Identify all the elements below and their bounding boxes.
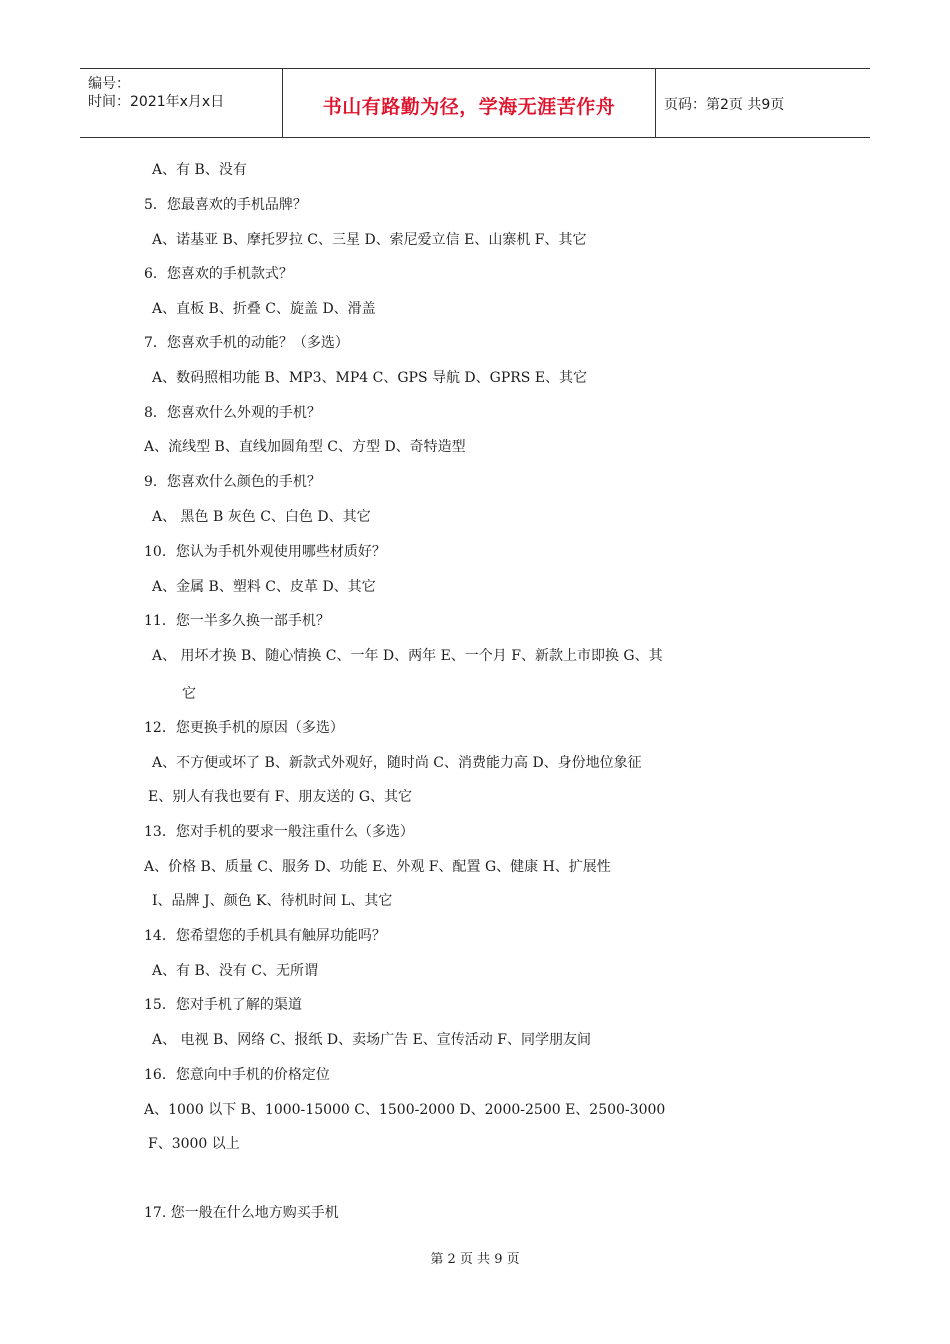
answer-line: A、有 B、没有 C、无所谓 bbox=[152, 963, 319, 979]
page-number: 页码：第2页 共9页 bbox=[664, 97, 785, 113]
answer-line: A、不方便或坏了 B、新款式外观好，随时尚 C、消费能力高 D、身份地位象征 bbox=[152, 755, 642, 771]
answer-line: A、诺基亚 B、摩托罗拉 C、三星 D、索尼爱立信 E、山寨机 F、其它 bbox=[152, 232, 587, 248]
slogan: 书山有路勤为径，学海无涯苦作舟 bbox=[322, 96, 616, 118]
answer-line: A、价格 B、质量 C、服务 D、功能 E、外观 F、配置 G、健康 H、扩展性 bbox=[144, 859, 611, 875]
answer-line: A、数码照相功能 B、MP3、MP4 C、GPS 导航 D、GPRS E、其它 bbox=[152, 370, 588, 386]
answer-line: F、3000 以上 bbox=[148, 1136, 240, 1152]
answer-line: E、别人有我也要有 F、朋友送的 G、其它 bbox=[148, 789, 413, 805]
answer-line: A、流线型 B、直线加圆角型 C、方型 D、奇特造型 bbox=[144, 439, 466, 455]
question-line: 7．您喜欢手机的动能？（多选） bbox=[144, 335, 349, 351]
header-slogan-cell bbox=[282, 69, 656, 137]
answer-line: A、直板 B、折叠 C、旋盖 D、滑盖 bbox=[152, 301, 376, 317]
answer-line: 它 bbox=[182, 686, 196, 702]
header-page-cell bbox=[655, 69, 870, 137]
question-line: 8．您喜欢什么外观的手机？ bbox=[144, 405, 321, 421]
answer-line: A、 用坏才换 B、随心情换 C、一年 D、两年 E、一个月 F、新款上市即换 G、其 bbox=[152, 648, 663, 664]
document-number: 编号： bbox=[88, 76, 130, 92]
page-header bbox=[80, 68, 870, 138]
answer-line: I、品牌 J、颜色 K、待机时间 L、其它 bbox=[152, 893, 393, 909]
answer-line: A、 电视 B、网络 C、报纸 D、卖场广告 E、宣传活动 F、同学朋友间 bbox=[152, 1032, 591, 1048]
answer-line: A、1000 以下 B、1000-15000 C、1500-2000 D、2000-2500 E、2500-3000 bbox=[144, 1102, 666, 1118]
question-line: 14．您希望您的手机具有触屏功能吗？ bbox=[144, 928, 386, 944]
page-footer: 第 2 页 共 9 页 bbox=[430, 1252, 520, 1267]
document-date: 时间：2021年x月x日 bbox=[88, 94, 225, 110]
question-line: 6．您喜欢的手机款式？ bbox=[144, 266, 293, 282]
answer-line: A、有 B、没有 bbox=[152, 162, 247, 178]
question-line: 15．您对手机了解的渠道 bbox=[144, 997, 302, 1013]
question-line: 11．您一半多久换一部手机？ bbox=[144, 613, 330, 629]
question-line: 12．您更换手机的原因（多选） bbox=[144, 720, 344, 736]
question-line: 9．您喜欢什么颜色的手机？ bbox=[144, 474, 321, 490]
answer-line: A、 黑色 B 灰色 C、白色 D、其它 bbox=[152, 509, 371, 525]
question-line: 10．您认为手机外观使用哪些材质好？ bbox=[144, 544, 386, 560]
question-line: 5．您最喜欢的手机品牌？ bbox=[144, 197, 307, 213]
question-line: 13．您对手机的要求一般注重什么（多选） bbox=[144, 824, 414, 840]
header-info-cell bbox=[80, 69, 282, 137]
answer-line: A、金属 B、塑料 C、皮革 D、其它 bbox=[152, 579, 376, 595]
question-line: 17. 您一般在什么地方购买手机 bbox=[144, 1205, 339, 1221]
question-line: 16．您意向中手机的价格定位 bbox=[144, 1067, 330, 1083]
